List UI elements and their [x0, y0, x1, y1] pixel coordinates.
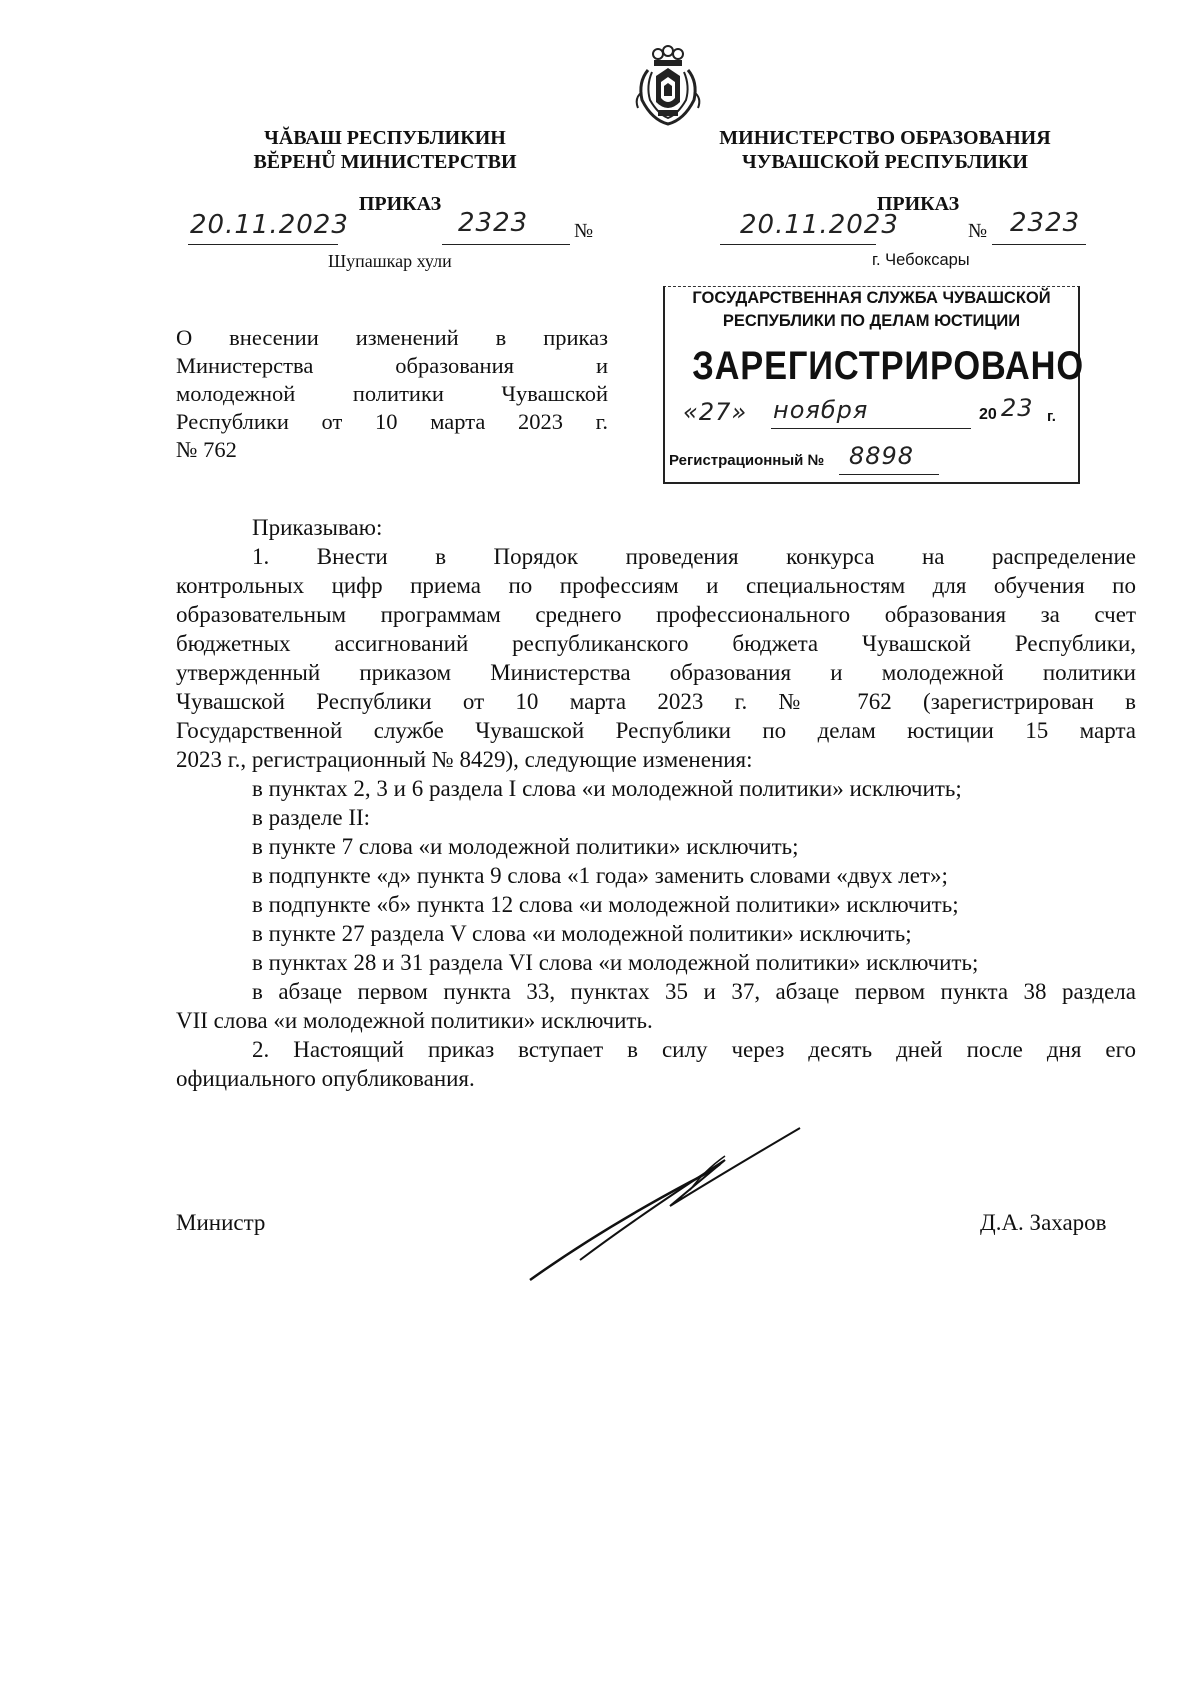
registration-stamp: [663, 286, 1084, 484]
signatory-name: Д.А. Захаров: [980, 1210, 1107, 1235]
stamp-year-prefix: 20: [979, 406, 997, 423]
p2-line1: 2. Настоящий приказ вступает в силу через десять дней после дня его: [252, 1037, 1136, 1062]
stamp-day: «27»: [683, 398, 748, 426]
header-russian-line2: ЧУВАШСКОЙ РЕСПУБЛИКИ: [742, 151, 1028, 173]
stamp-month: ноября: [773, 396, 869, 424]
order-body: [176, 513, 1136, 1093]
p1-line7: Государственной службе Чувашской Республики по делам юстиции 15 марта: [176, 718, 1136, 743]
p1-line4: бюджетных ассигнований республиканского бюджета Чувашской Республики,: [176, 631, 1136, 656]
stamp-registered: ЗАРЕГИСТРИРОВАНО: [692, 344, 1084, 388]
stamp-border-bottom: [663, 482, 1080, 484]
order-title: [176, 324, 608, 464]
order-number-left-underline: [442, 244, 570, 245]
title-line1: О внесении изменений в приказ: [176, 325, 608, 350]
item6: в пункте 27 раздела V слова «и молодежной политики» исключить;: [252, 921, 912, 946]
item3: в пункте 7 слова «и молодежной политики» исключить;: [252, 834, 799, 859]
stamp-month-underline: [771, 428, 971, 429]
number-sign-left: №: [574, 220, 594, 242]
signatory-position: Министр: [176, 1210, 266, 1235]
item8-line2: VII слова «и молодежной политики» исключить.: [176, 1008, 653, 1033]
header-chuvash-line1: ЧĂВАШ РЕСПУБЛИКИН: [264, 127, 506, 149]
item8-line1: в абзаце первом пункта 33, пунктах 35 и 37, абзаце первом пункта 38 раздела: [252, 979, 1136, 1004]
stamp-line1: ГОСУДАРСТВЕННАЯ СЛУЖБА ЧУВАШСКОЙ: [692, 289, 1051, 307]
number-sign-right: №: [968, 220, 988, 242]
header-russian: [690, 126, 1080, 174]
title-line5: № 762: [176, 437, 237, 462]
chuvashia-emblem-icon: [628, 42, 708, 128]
p1-line1: 1. Внести в Порядок проведения конкурса на распределение: [252, 544, 1136, 569]
title-line3: молодежной политики Чувашской: [176, 381, 608, 406]
title-line2: Министерства образования и: [176, 353, 608, 378]
header-chuvash: [200, 126, 570, 174]
stamp-reg-label: Регистрационный №: [669, 452, 825, 469]
order-number-left: 2323: [458, 208, 529, 238]
order-date-left-underline: [188, 244, 338, 245]
item2: в разделе II:: [252, 805, 371, 830]
title-line4: Республики от 10 марта 2023 г.: [176, 409, 608, 434]
order-label-left: ПРИКАЗ: [358, 193, 442, 215]
header-russian-line1: МИНИСТЕРСТВО ОБРАЗОВАНИЯ: [719, 127, 1051, 149]
p1-line8: 2023 г., регистрационный № 8429), следующие изменения:: [176, 747, 753, 772]
stamp-border-top: [663, 286, 1080, 287]
order-date-left: 20.11.2023: [190, 210, 349, 240]
item7: в пунктах 28 и 31 раздела VI слова «и молодежной политики» исключить;: [252, 950, 979, 975]
order-date-right-underline: [720, 244, 876, 245]
intro: Приказываю:: [252, 515, 383, 540]
p1-line2: контрольных цифр приема по профессиям и специальностям для обучения по: [176, 573, 1136, 598]
order-number-right: 2323: [1010, 208, 1081, 238]
order-label-right: ПРИКАЗ: [876, 193, 960, 215]
stamp-year-suffix: 23: [1001, 394, 1034, 422]
stamp-reg-number: 8898: [849, 442, 915, 470]
city-chuvash: Шупашкар хули: [328, 251, 452, 271]
item1: в пунктах 2, 3 и 6 раздела I слова «и молодежной политики» исключить;: [252, 776, 962, 801]
p1-line3: образовательным программам среднего профессионального образования за счет: [176, 602, 1136, 627]
p2-line2: официального опубликования.: [176, 1066, 475, 1091]
item4: в подпункте «д» пункта 9 слова «1 года» заменить словами «двух лет»;: [252, 863, 948, 888]
stamp-year-unit: г.: [1047, 408, 1056, 425]
city-russian: г. Чебоксары: [872, 251, 970, 269]
header-chuvash-line2: ВĔРЕНŮ МИНИСТЕРСТВИ: [253, 151, 517, 173]
item5: в подпункте «б» пункта 12 слова «и молодежной политики» исключить;: [252, 892, 959, 917]
handwritten-signature: [520, 1120, 810, 1290]
stamp-line2: РЕСПУБЛИКИ ПО ДЕЛАМ ЮСТИЦИИ: [722, 312, 1021, 330]
p1-line5: утвержденный приказом Министерства образования и молодежной политики: [176, 660, 1136, 685]
p1-line6: Чувашской Республики от 10 марта 2023 г. № 762 (зарегистрирован в: [176, 689, 1136, 714]
stamp-reg-underline: [839, 474, 939, 475]
order-date-right: 20.11.2023: [740, 210, 899, 240]
order-number-right-underline: [992, 244, 1086, 245]
